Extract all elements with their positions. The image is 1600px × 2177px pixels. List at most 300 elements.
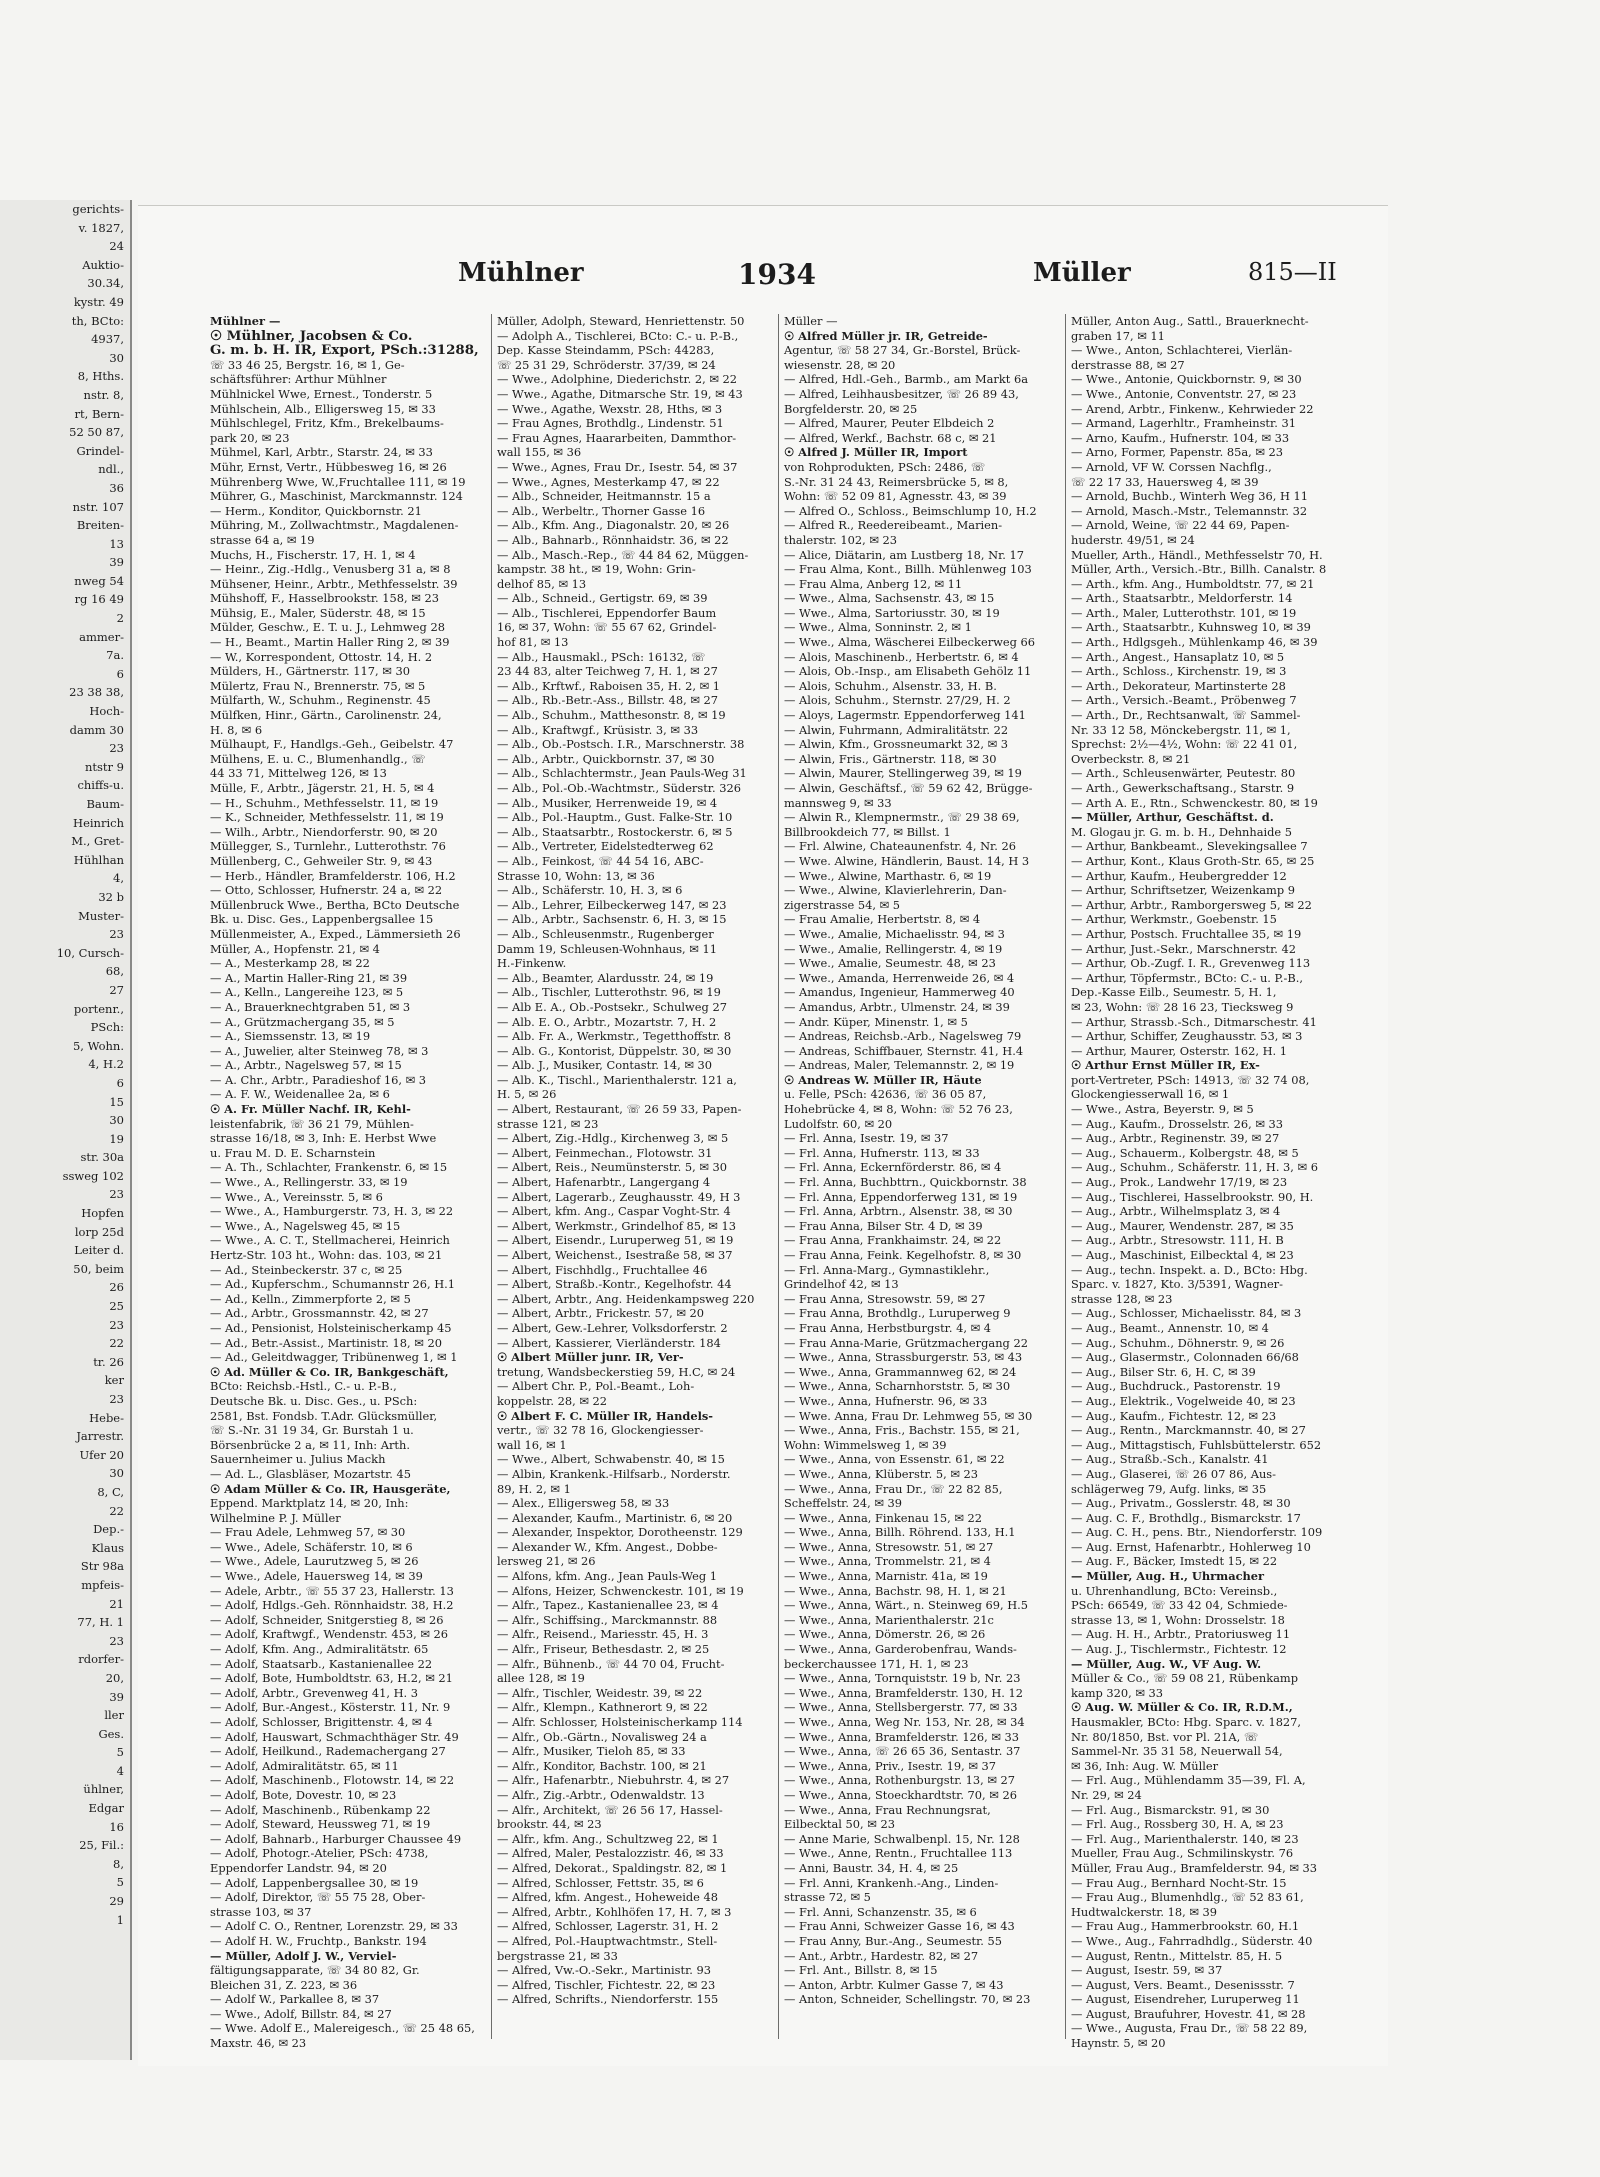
- directory-entry: Damm 19, Schleusen-Wohnhaus, ✉ 11: [497, 941, 717, 956]
- previous-page-fragment: 16: [109, 1819, 124, 1834]
- directory-entry: — Alb., Staatsarbtr., Rostockerstr. 6, ✉ 5: [497, 824, 733, 839]
- previous-page-fragment: 23 38 38,: [69, 685, 124, 700]
- previous-page-fragment: Hebe-: [89, 1410, 124, 1425]
- previous-page-fragment: 19: [109, 1131, 124, 1146]
- directory-entry: — Aug., Buchdruck., Pastorenstr. 19: [1071, 1379, 1281, 1394]
- directory-entry: — Albert, Restaurant, ☏ 26 59 33, Papen-: [497, 1102, 742, 1117]
- directory-entry: — A., Martin Haller-Ring 21, ✉ 39: [210, 970, 408, 985]
- previous-page-fragment: 4: [116, 1763, 124, 1778]
- directory-entry: — Frau Anny, Bur.-Ang., Seumestr. 55: [784, 1933, 1003, 1948]
- directory-entry: — Wwe., Anna, Trommelstr. 21, ✉ 4: [784, 1554, 991, 1569]
- directory-entry: ☉ Ad. Müller & Co. IR, Bankgeschäft,: [210, 1364, 449, 1379]
- directory-entry: ☏ 33 46 25, Bergstr. 16, ✉ 1, Ge-: [210, 357, 405, 372]
- directory-entry: — Arthur, Arbtr., Ramborgersweg 5, ✉ 22: [1071, 897, 1312, 912]
- directory-entry: port-Vertreter, PSch: 14913, ☏ 32 74 08,: [1071, 1072, 1310, 1087]
- previous-page-fragment: Klaus: [91, 1540, 124, 1555]
- previous-page-fragment: rg 16 49: [74, 592, 124, 607]
- directory-entry: — Arend, Arbtr., Finkenw., Kehrwieder 22: [1071, 401, 1314, 416]
- directory-entry: — Aug., Schauerm., Kolbergstr. 48, ✉ 5: [1071, 1145, 1299, 1160]
- directory-entry: — Adolf W., Parkallee 8, ✉ 37: [210, 1992, 380, 2007]
- directory-entry: — Frl. Anni, Krankenh.-Ang., Linden-: [784, 1875, 999, 1890]
- directory-entry: koppelstr. 28, ✉ 22: [497, 1393, 607, 1408]
- directory-entry: Hertz-Str. 103 ht., Wohn: das. 103, ✉ 21: [210, 1248, 443, 1262]
- directory-entry: — Adolf, Bahnarb., Harburger Chaussee 49: [210, 1831, 462, 1846]
- directory-entry: — Alb. E. O., Arbtr., Mozartstr. 7, H. 2: [497, 1014, 717, 1029]
- directory-entry: schlägerweg 79, Aufg. links, ✉ 35: [1071, 1481, 1267, 1496]
- directory-entry: — Albert, kfm. Ang., Caspar Voght-Str. 4: [497, 1204, 731, 1219]
- directory-entry: — Adolf, Kfm. Ang., Admiralitätstr. 65: [210, 1642, 429, 1657]
- directory-entry: — Alfred, Pol.-Hauptwachtmstr., Stell-: [497, 1933, 718, 1948]
- directory-entry: — Frau Agnes, Haararbeiten, Dammthor-: [497, 430, 737, 445]
- directory-entry: — Alwin, Kfm., Grossneumarkt 32, ✉ 3: [784, 737, 1009, 752]
- directory-entry: — Albert, Feinmechan., Flotowstr. 31: [497, 1145, 713, 1160]
- directory-entry: — Wwe., Aug., Fahrradhdlg., Süderstr. 40: [1071, 1933, 1313, 1948]
- directory-entry: — Adolf C. O., Rentner, Lorenzstr. 29, ✉ 33: [210, 1919, 458, 1934]
- directory-entry: — Alb., Pol.-Hauptm., Gust. Falke-Str. 10: [497, 810, 733, 825]
- directory-entry: Eilbecktal 50, ✉ 23: [784, 1817, 895, 1832]
- directory-entry: — Frau Alma, Kont., Billh. Mühlenweg 103: [784, 562, 1032, 577]
- directory-entry: Deutsche Bk. u. Disc. Ges., u. PSch:: [210, 1393, 418, 1408]
- directory-entry: — Albert, Arbtr., Ang. Heidenkampsweg 220: [497, 1291, 755, 1306]
- directory-entry: — Frau Anna, Stresowstr. 59, ✉ 27: [784, 1291, 986, 1306]
- directory-entry: u. Frau M. D. E. Scharnstein: [210, 1145, 376, 1160]
- directory-entry: — August, Eisendreher, Luruperweg 11: [1071, 1992, 1300, 2007]
- directory-entry: — Wwe., Anna, Weg Nr. 153, Nr. 28, ✉ 34: [784, 1715, 1025, 1729]
- previous-page-fragment: Muster-: [78, 908, 124, 923]
- previous-page-fragment: 77, H. 1: [77, 1615, 124, 1630]
- directory-entry: — Alfred, Dekorat., Spaldingstr. 82, ✉ 1: [497, 1860, 728, 1875]
- previous-page-fragment: Dep.-: [93, 1522, 124, 1537]
- previous-page-fragment: damm 30: [69, 722, 124, 737]
- directory-entry: — Aug., Schuhm., Schäferstr. 11, H. 3, ✉ 6: [1071, 1160, 1318, 1175]
- directory-entry: — Wwe., Anna, Dömerstr. 26, ✉ 26: [784, 1627, 986, 1642]
- directory-entry: — Alb., Vertreter, Eidelstedterweg 62: [497, 839, 714, 854]
- directory-entry: schäftsführer: Arthur Mühlner: [210, 372, 387, 387]
- directory-entry: — Alb., Pol.-Ob.-Wachtmstr., Süderstr. 326: [497, 781, 741, 795]
- directory-entry: — Alb. K., Tischl., Marienthalerstr. 121 a,: [497, 1072, 737, 1087]
- directory-entry: — Alb., Schlachtermstr., Jean Pauls-Weg 31: [497, 766, 747, 781]
- directory-entry: — Aug., Kaufm., Drosselstr. 26, ✉ 33: [1071, 1116, 1284, 1131]
- directory-entry: — Aug., Elektrik., Vogelweide 40, ✉ 23: [1071, 1393, 1296, 1408]
- previous-page-fragment: nweg 54: [74, 573, 124, 588]
- directory-entry: — Arth., Angest., Hansaplatz 10, ✉ 5: [1071, 649, 1285, 664]
- directory-entry: — Alfr., kfm. Ang., Schultzweg 22, ✉ 1: [497, 1831, 719, 1846]
- directory-entry: Müller, Adolph, Steward, Henriettenstr. 50: [497, 314, 745, 328]
- directory-entry: — Adele, Arbtr., ☏ 55 37 23, Hallerstr. 13: [210, 1583, 454, 1598]
- directory-entry: — Arth., Maler, Lutterothstr. 101, ✉ 19: [1071, 605, 1297, 620]
- directory-entry: — Alb., Musiker, Herrenweide 19, ✉ 4: [497, 795, 718, 810]
- directory-entry: 2581, Bst. Fondsb. T.Adr. Glücksmüller,: [210, 1408, 438, 1423]
- directory-entry: — Adolf, Schlosser, Brigittenstr. 4, ✉ 4: [210, 1715, 433, 1729]
- directory-entry: — Wwe., Albert, Schwabenstr. 40, ✉ 15: [497, 1452, 725, 1467]
- previous-page-fragment: Ufer 20: [79, 1447, 124, 1462]
- directory-entry: — Wwe., Anna, Billh. Röhrend. 133, H.1: [784, 1525, 1016, 1540]
- directory-entry: Mülders, H., Gärtnerstr. 117, ✉ 30: [210, 664, 410, 679]
- previous-page-fragment: 36: [109, 480, 124, 495]
- directory-entry: Hausmakler, BCto: Hbg. Sparc. v. 1827,: [1071, 1715, 1302, 1729]
- directory-entry: Müller —: [784, 314, 838, 328]
- directory-entry: — Frau Aug., Bernhard Nocht-Str. 15: [1071, 1875, 1287, 1890]
- directory-entry: — Arthur, Just.-Sekr., Marschnerstr. 42: [1071, 941, 1296, 956]
- previous-page-fragment: tr. 26: [93, 1354, 124, 1369]
- directory-entry: — Alb., Ob.-Postsch. I.R., Marschnerstr. 38: [497, 737, 745, 752]
- previous-page-fragment: portenr.,: [73, 1001, 124, 1016]
- directory-entry: — Albert Chr. P., Pol.-Beamt., Loh-: [497, 1379, 695, 1394]
- directory-entry: Mülle, F., Arbtr., Jägerstr. 21, H. 5, ✉ 4: [210, 781, 435, 795]
- directory-entry: — Arnold, Weine, ☏ 22 44 69, Papen-: [1071, 518, 1290, 533]
- directory-entry: — Albin, Krankenk.-Hilfsarb., Norderstr.: [497, 1466, 731, 1481]
- directory-entry: — Wwe., Anna, von Essenstr. 61, ✉ 22: [784, 1452, 1005, 1467]
- directory-entry: — Adolf, Photogr.-Atelier, PSch: 4738,: [210, 1846, 429, 1861]
- previous-page-fragment: ller: [104, 1708, 124, 1723]
- directory-entry: — Arth., Schloss., Kirchenstr. 19, ✉ 3: [1071, 664, 1287, 679]
- directory-entry: Mueller, Frau Aug., Schmilinskystr. 76: [1071, 1846, 1294, 1861]
- directory-entry: — Adolf, Hdlgs.-Geh. Rönnhaidstr. 38, H.2: [210, 1598, 454, 1613]
- directory-entry: — Arthur, Kaufm., Heubergredder 12: [1071, 868, 1287, 883]
- directory-entry: strasse 16/18, ✉ 3, Inh: E. Herbst Wwe: [210, 1131, 437, 1146]
- previous-page-fragment: 4,: [113, 871, 124, 886]
- directory-entry: — Aug. F., Bäcker, Imstedt 15, ✉ 22: [1071, 1554, 1278, 1569]
- directory-entry: — Aug., Glaserei, ☏ 26 07 86, Aus-: [1071, 1466, 1277, 1481]
- directory-entry: Mühshoff, F., Hasselbrookstr. 158, ✉ 23: [210, 591, 439, 606]
- directory-entry: — Adolf, Maschinenb., Flotowstr. 14, ✉ 22: [210, 1773, 455, 1788]
- directory-entry: — Alb., Schäferstr. 10, H. 3, ✉ 6: [497, 883, 683, 898]
- previous-page-fragment: 4937,: [91, 332, 124, 347]
- directory-entry: — Wwe., Anna, Bachstr. 98, H. 1, ✉ 21: [784, 1583, 1007, 1598]
- directory-entry: — Alwin, Fris., Gärtnerstr. 118, ✉ 30: [784, 751, 997, 766]
- directory-entry: — Alexander, Inspektor, Dorotheenstr. 129: [497, 1525, 743, 1540]
- directory-entry: Wilhelmine P. J. Müller: [210, 1510, 341, 1525]
- directory-entry: — Arthur, Schiffer, Zeughausstr. 53, ✉ 3: [1071, 1029, 1303, 1044]
- directory-entry: — Frl. Anni, Schanzenstr. 35, ✉ 6: [784, 1904, 977, 1919]
- directory-entry: — Adolf, Bote, Dovestr. 10, ✉ 23: [210, 1787, 397, 1802]
- directory-entry: — Wwe., A., Nagelsweg 45, ✉ 15: [210, 1218, 401, 1233]
- header-year: 1934: [738, 258, 816, 291]
- directory-entry: — Alfr., Tapez., Kastanienallee 23, ✉ 4: [497, 1598, 719, 1613]
- directory-entry: — Alfred, kfm. Angest., Hoheweide 48: [497, 1890, 719, 1905]
- directory-entry: Hudtwalckerstr. 18, ✉ 39: [1071, 1904, 1218, 1919]
- directory-entry: — Ad., Arbtr., Grossmannstr. 42, ✉ 27: [210, 1306, 429, 1321]
- directory-entry: — Adolf, Admiralitätstr. 65, ✉ 11: [210, 1758, 399, 1773]
- directory-entry: Mueller, Arth., Händl., Methfesselstr 70, H.: [1071, 547, 1323, 562]
- directory-entry: — Wwe., Anna, Marnistr. 41a, ✉ 19: [784, 1569, 988, 1584]
- directory-entry: — Wwe., Adele, Laurutzweg 5, ✉ 26: [210, 1554, 419, 1569]
- directory-entry: — Wwe., Anna, Garderobenfrau, Wands-: [784, 1642, 1017, 1657]
- directory-entry: strasse 121, ✉ 23: [497, 1116, 599, 1131]
- directory-entry: — Frl. Anna, Eckernförderstr. 86, ✉ 4: [784, 1160, 1002, 1175]
- directory-entry: strasse 128, ✉ 23: [1071, 1291, 1173, 1306]
- directory-entry: wall 16, ✉ 1: [497, 1437, 567, 1452]
- previous-page-fragment: str. 30a: [80, 1150, 124, 1165]
- previous-page-fragment: ker: [104, 1373, 124, 1388]
- directory-entry: — A. Th., Schlachter, Frankenstr. 6, ✉ 15: [210, 1160, 448, 1175]
- directory-entry: — Aug., Arbtr., Wilhelmsplatz 3, ✉ 4: [1071, 1204, 1281, 1219]
- directory-entry: — Aug., Maschinist, Eilbecktal 4, ✉ 23: [1071, 1248, 1294, 1262]
- directory-entry: — Aug., Glasermstr., Colonnaden 66/68: [1071, 1350, 1299, 1365]
- previous-page-fragment: 25: [109, 1299, 124, 1314]
- directory-entry: — Alfred, Leihhausbesitzer, ☏ 26 89 43,: [784, 386, 1019, 401]
- directory-entry: Müllenmeister, A., Exped., Lämmersieth 26: [210, 926, 461, 941]
- directory-entry: — Alfr., Reisend., Mariesstr. 45, H. 3: [497, 1627, 709, 1642]
- directory-entry: — Aug., Bilser Str. 6, H. C, ✉ 39: [1071, 1364, 1256, 1379]
- directory-entry: S.-Nr. 31 24 43, Reimersbrücke 5, ✉ 8,: [784, 474, 1009, 489]
- previous-page-fragment: 6: [116, 666, 124, 681]
- directory-entry: zigerstrasse 54, ✉ 5: [784, 897, 900, 912]
- directory-entry: — Frl. Anna, Isestr. 19, ✉ 37: [784, 1131, 949, 1146]
- directory-entry: — Frau Amalie, Herbertstr. 8, ✉ 4: [784, 912, 981, 927]
- directory-column-4: [1071, 314, 1341, 2051]
- directory-entry: — Alfred, Vw.-O.-Sekr., Martinistr. 93: [497, 1963, 711, 1978]
- directory-entry: Mühlner —: [210, 314, 281, 328]
- directory-entry: — Alb., Schleusenmstr., Rugenberger: [497, 926, 714, 941]
- directory-entry: — Wwe., Alwine, Marthastr. 6, ✉ 19: [784, 868, 992, 883]
- directory-entry: — Wwe., Anna, Stoeckhardtstr. 70, ✉ 26: [784, 1787, 1017, 1802]
- directory-entry: — Frl. Anna, Eppendorferweg 131, ✉ 19: [784, 1189, 1018, 1204]
- directory-entry: — Andreas, Schiffbauer, Sternstr. 41, H.4: [784, 1043, 1024, 1058]
- directory-entry: — Aug., Privatm., Gosslerstr. 48, ✉ 30: [1071, 1496, 1291, 1511]
- previous-page-fragment: 22: [109, 1336, 124, 1351]
- directory-entry: — Alwin, Maurer, Stellingerweg 39, ✉ 19: [784, 766, 1022, 781]
- directory-entry: — Ad., Steinbeckerstr. 37 c, ✉ 25: [210, 1262, 403, 1277]
- directory-entry: u. Felle, PSch: 42636, ☏ 36 05 87,: [784, 1087, 987, 1102]
- directory-entry: — Andreas, Maler, Telemannstr. 2, ✉ 19: [784, 1058, 1015, 1073]
- directory-entry: — Adolf, Steward, Heussweg 71, ✉ 19: [210, 1817, 431, 1832]
- directory-entry: — A., Juwelier, alter Steinweg 78, ✉ 3: [210, 1043, 429, 1058]
- directory-entry: — Wwe., Anna, Bramfelderstr. 130, H. 12: [784, 1685, 1023, 1700]
- previous-page-fragment: Hühlhan: [73, 852, 124, 867]
- directory-entry: — Wwe., Amalie, Rellingerstr. 4, ✉ 19: [784, 941, 1003, 956]
- directory-entry: — Alfred, Maler, Pestalozzistr. 46, ✉ 33: [497, 1846, 724, 1861]
- directory-entry: Hohebrücke 4, ✉ 8, Wohn: ☏ 52 76 23,: [784, 1102, 1013, 1117]
- previous-page-fragment: 8,: [113, 1856, 124, 1871]
- directory-entry: — Adolf, Maschinenb., Rübenkamp 22: [210, 1802, 431, 1817]
- directory-entry: Eppendorfer Landstr. 94, ✉ 20: [210, 1860, 387, 1875]
- directory-entry: — Aug. C. H., pens. Btr., Niendorferstr. 109: [1071, 1525, 1323, 1540]
- directory-entry: — Aug., techn. Inspekt. a. D., BCto: Hbg.: [1071, 1262, 1308, 1277]
- directory-entry: — Adolf, Direktor, ☏ 55 75 28, Ober-: [210, 1890, 426, 1905]
- directory-entry: — Adolph A., Tischlerei, BCto: C.- u. P.-B.,: [497, 328, 739, 343]
- directory-entry: thalerstr. 102, ✉ 23: [784, 532, 898, 547]
- directory-entry: Mührenberg Wwe, W.,Fruchtallee 111, ✉ 19: [210, 474, 466, 489]
- previous-page-fragment: kystr. 49: [73, 294, 124, 309]
- directory-entry: — Wwe. Anna, Frau Dr. Lehmweg 55, ✉ 30: [784, 1408, 1033, 1423]
- directory-entry: ☏ 25 31 29, Schröderstr. 37/39, ✉ 24: [497, 357, 716, 372]
- directory-entry: mannsweg 9, ✉ 33: [784, 795, 892, 810]
- directory-entry: lersweg 21, ✉ 26: [497, 1554, 596, 1569]
- directory-entry: Mühring, M., Zollwachtmstr., Magdalenen-: [210, 518, 459, 533]
- previous-page-fragment: 22: [109, 1503, 124, 1518]
- directory-entry: — Alb., Tischler, Lutterothstr. 96, ✉ 19: [497, 985, 721, 1000]
- directory-entry: kampstr. 38 ht., ✉ 19, Wohn: Grin-: [497, 562, 696, 577]
- directory-entry: strasse 103, ✉ 37: [210, 1904, 312, 1919]
- column-divider: [1065, 314, 1066, 2039]
- directory-entry: — August, Isestr. 59, ✉ 37: [1071, 1963, 1223, 1978]
- directory-entry: — Alice, Diätarin, am Lustberg 18, Nr. 17: [784, 547, 1025, 562]
- directory-entry: — Arth., Hdlgsgeh., Mühlenkamp 46, ✉ 39: [1071, 635, 1318, 650]
- previous-page-fragment: 30.34,: [87, 276, 124, 291]
- directory-entry: — Arth., Dr., Rechtsanwalt, ☏ Sammel-: [1071, 708, 1301, 723]
- directory-entry: Müller & Co., ☏ 59 08 21, Rübenkamp: [1071, 1671, 1298, 1686]
- directory-entry: — Alb., Schneider, Heitmannstr. 15 a: [497, 489, 711, 504]
- directory-entry: leistenfabrik, ☏ 36 21 79, Mühlen-: [210, 1116, 414, 1131]
- directory-entry: — Aug. C. F., Brothdlg., Bismarckstr. 17: [1071, 1510, 1301, 1525]
- previous-page-fragment: 68,: [105, 964, 124, 979]
- directory-entry: wiesenstr. 28, ✉ 20: [784, 357, 896, 372]
- previous-page-fragment: nstr. 107: [72, 499, 124, 514]
- directory-entry: Börsenbrücke 2 a, ✉ 11, Inh: Arth.: [210, 1437, 410, 1452]
- directory-entry: — Wwe. Alwine, Händlerin, Baust. 14, H 3: [784, 853, 1030, 868]
- previous-page-fragment: 13: [109, 536, 124, 551]
- directory-entry: — Wwe., Agathe, Wexstr. 28, Hths, ✉ 3: [497, 401, 723, 416]
- directory-entry: — Wwe., Alma, Sachsenstr. 43, ✉ 15: [784, 591, 995, 606]
- directory-entry: — Wwe., Anna, Priv., Isestr. 19, ✉ 37: [784, 1758, 997, 1773]
- directory-entry: — Alfons, kfm. Ang., Jean Pauls-Weg 1: [497, 1569, 717, 1584]
- directory-entry: — Aug., Arbtr., Stresowstr. 111, H. B: [1071, 1233, 1284, 1248]
- previous-page-fragment: 24: [109, 239, 124, 254]
- directory-entry: — Aug. Ernst, Hafenarbtr., Hohlerweg 10: [1071, 1539, 1311, 1554]
- page-number: 815—II: [1248, 258, 1337, 286]
- directory-entry: Mülfken, Hinr., Gärtn., Carolinenstr. 24,: [210, 708, 442, 723]
- directory-entry: — Adolf, Lappenbergsallee 30, ✉ 19: [210, 1875, 419, 1890]
- directory-entry: Mühlschein, Alb., Elligersweg 15, ✉ 33: [210, 401, 436, 416]
- directory-entry: Wohn: Wimmelsweg 1, ✉ 39: [784, 1437, 947, 1452]
- directory-entry: fältigungsapparate, ☏ 34 80 82, Gr.: [210, 1963, 420, 1978]
- directory-entry: — Albert, Straßb.-Kontr., Kegelhofstr. 44: [497, 1277, 732, 1292]
- directory-entry: ☉ Mühlner, Jacobsen & Co.: [210, 327, 413, 344]
- directory-entry: — Alfred, Hdl.-Geh., Barmb., am Markt 6a: [784, 372, 1029, 387]
- directory-entry: tretung, Wandsbeckerstieg 59, H.C, ✉ 24: [497, 1364, 736, 1379]
- previous-page-fragment: 25, Fil.:: [79, 1838, 124, 1853]
- directory-entry: — Alfr., Architekt, ☏ 26 56 17, Hassel-: [497, 1802, 723, 1817]
- directory-entry: Müller, A., Hopfenstr. 21, ✉ 4: [210, 941, 380, 956]
- directory-entry: — Müller, Aug. H., Uhrmacher: [1071, 1569, 1265, 1584]
- directory-entry: — A., Siemssenstr. 13, ✉ 19: [210, 1029, 371, 1044]
- directory-page: [138, 205, 1388, 2066]
- directory-entry: — Alfr., Hafenarbtr., Niebuhrstr. 4, ✉ 27: [497, 1773, 730, 1788]
- directory-entry: — Frau Anna, Frankhaimstr. 24, ✉ 22: [784, 1233, 1002, 1248]
- directory-entry: Sparc. v. 1827, Kto. 3/5391, Wagner-: [1071, 1277, 1283, 1292]
- directory-entry: — Wwe., A., Rellingerstr. 33, ✉ 19: [210, 1175, 408, 1190]
- directory-entry: — A., Brauerknechtgraben 51, ✉ 3: [210, 999, 411, 1014]
- directory-entry: ☉ Albert Müller junr. IR, Ver-: [497, 1350, 684, 1365]
- previous-page-fragment: ühlner,: [83, 1782, 124, 1797]
- directory-entry: — Adolf, Schneider, Snitgerstieg 8, ✉ 26: [210, 1612, 444, 1627]
- directory-entry: — Arthur, Strassb.-Sch., Ditmarschestr. 41: [1071, 1014, 1317, 1029]
- directory-entry: Strasse 10, Wohn: 13, ✉ 36: [497, 868, 655, 883]
- directory-entry: — Ant., Arbtr., Hardestr. 82, ✉ 27: [784, 1948, 979, 1963]
- directory-entry: Nr. 29, ✉ 24: [1071, 1787, 1142, 1802]
- directory-entry: — Herm., Konditor, Quickbornstr. 21: [210, 503, 422, 518]
- previous-page-fragment: 23: [109, 1633, 124, 1648]
- directory-entry: — Frl. Aug., Rossberg 30, H. A, ✉ 23: [1071, 1817, 1284, 1832]
- directory-entry: — Alfred, Arbtr., Kohlhöfen 17, H. 7, ✉ 3: [497, 1904, 732, 1919]
- previous-page-fragment: rdorfer-: [78, 1652, 124, 1667]
- directory-entry: — Wwe., Anna, Finkenau 15, ✉ 22: [784, 1510, 983, 1525]
- directory-entry: — Alfr., Schiffsing., Marckmannstr. 88: [497, 1612, 718, 1627]
- directory-entry: — Wwe., Augusta, Frau Dr., ☏ 58 22 89,: [1071, 2021, 1308, 2036]
- directory-entry: — Alb., Lehrer, Eilbeckerweg 147, ✉ 23: [497, 897, 727, 912]
- previous-page-fragment: 5: [116, 1745, 124, 1760]
- previous-page-fragment: 23: [109, 1317, 124, 1332]
- directory-entry: ☉ Andreas W. Müller IR, Häute: [784, 1072, 982, 1087]
- directory-entry: — Aug., Maurer, Wendenstr. 287, ✉ 35: [1071, 1218, 1294, 1233]
- directory-entry: — Frau Anni, Schweizer Gasse 16, ✉ 43: [784, 1919, 1015, 1934]
- previous-page-fragment: 4, H.2: [88, 1057, 124, 1072]
- previous-page-fragment: Str 98a: [80, 1559, 124, 1574]
- previous-page-fragment: ssweg 102: [62, 1168, 124, 1183]
- directory-entry: ☉ A. Fr. Müller Nachf. IR, Kehl-: [210, 1102, 411, 1117]
- directory-entry: — Wwe., Alwine, Klavierlehrerin, Dan-: [784, 883, 1007, 898]
- directory-entry: — August, Braufuhrer, Hovestr. 41, ✉ 28: [1071, 2006, 1306, 2021]
- directory-entry: — Alfred O., Schloss., Beimschlump 10, H.2: [784, 503, 1037, 518]
- directory-entry: — Arnold, VF W. Corssen Nachflg.,: [1071, 459, 1272, 474]
- directory-entry: — Anni, Baustr. 34, H. 4, ✉ 25: [784, 1860, 959, 1875]
- directory-entry: — Wwe., Antonie, Conventstr. 27, ✉ 23: [1071, 386, 1297, 401]
- directory-entry: — Albert, Gew.-Lehrer, Volksdorferstr. 2: [497, 1320, 728, 1335]
- directory-entry: — Aug., Prok., Landwehr 17/19, ✉ 23: [1071, 1175, 1288, 1190]
- directory-entry: — Frl. Alwine, Chateaunenfstr. 4, Nr. 26: [784, 839, 1016, 854]
- directory-entry: — Alb., Werbeltr., Thorner Gasse 16: [497, 503, 706, 518]
- directory-entry: 16, ✉ 37, Wohn: ☏ 55 67 62, Grindel-: [497, 620, 717, 635]
- previous-page-fragment: 30: [109, 1113, 124, 1128]
- directory-entry: — Arth., Gewerkschaftsang., Starstr. 9: [1071, 781, 1295, 795]
- directory-entry: — Alfr. Schlosser, Holsteinischerkamp 114: [497, 1715, 743, 1729]
- directory-entry: Dep.-Kasse Eilb., Seumestr. 5, H. 1,: [1071, 985, 1277, 1000]
- directory-entry: delhof 85, ✉ 13: [497, 576, 587, 591]
- directory-entry: — Arno, Former, Papenstr. 85a, ✉ 23: [1071, 445, 1284, 460]
- previous-page-fragment: 6: [116, 1075, 124, 1090]
- directory-entry: Mühlschlegel, Fritz, Kfm., Brekelbaums-: [210, 416, 444, 431]
- directory-entry: — Alb., Kfm. Ang., Diagonalstr. 20, ✉ 26: [497, 518, 730, 533]
- directory-entry: — Ad., Kelln., Zimmerpforte 2, ✉ 5: [210, 1291, 411, 1306]
- previous-page-fragment: 23: [109, 1392, 124, 1406]
- directory-entry: — Aug., Schlosser, Michaelisstr. 84, ✉ 3: [1071, 1306, 1302, 1321]
- directory-entry: 23 44 83, alter Teichweg 7, H. 1, ✉ 27: [497, 664, 718, 679]
- directory-entry: ☉ Adam Müller & Co. IR, Hausgeräte,: [210, 1481, 451, 1496]
- directory-entry: Scheffelstr. 24, ✉ 39: [784, 1496, 902, 1511]
- directory-entry: — Alfons, Heizer, Schwenckestr. 101, ✉ 19: [497, 1583, 744, 1598]
- previous-page-fragment: 30: [109, 350, 124, 365]
- directory-entry: — Albert, Zig.-Hdlg., Kirchenweg 3, ✉ 5: [497, 1131, 729, 1146]
- directory-entry: H. 8, ✉ 6: [210, 722, 263, 737]
- directory-entry: Mülertz, Frau N., Brennerstr. 75, ✉ 5: [210, 678, 426, 693]
- previous-page-edge: [0, 200, 132, 2060]
- previous-page-fragment: th, BCto:: [71, 313, 124, 328]
- directory-entry: — Frl. Anna, Arbtrn., Alsenstr. 38, ✉ 30: [784, 1204, 1013, 1219]
- directory-entry: Mühmel, Karl, Arbtr., Starstr. 24, ✉ 33: [210, 445, 433, 460]
- directory-entry: — Wwe., Anna, Strassburgerstr. 53, ✉ 43: [784, 1350, 1023, 1365]
- directory-entry: Mührer, G., Maschinist, Marckmannstr. 124: [210, 489, 463, 504]
- directory-entry: — Wwe., Antonie, Quickbornstr. 9, ✉ 30: [1071, 372, 1302, 387]
- previous-page-fragment: 52 50 87,: [69, 425, 124, 440]
- previous-page-fragment: Breiten-: [76, 518, 124, 533]
- directory-entry: — A. Chr., Arbtr., Paradieshof 16, ✉ 3: [210, 1072, 427, 1087]
- directory-entry: — Frau Anna, Herbstburgstr. 4, ✉ 4: [784, 1320, 991, 1335]
- directory-entry: u. Uhrenhandlung, BCto: Vereinsb.,: [1071, 1583, 1278, 1598]
- previous-page-fragment: rt, Bern-: [74, 406, 124, 421]
- directory-entry: vertr., ☏ 32 78 16, Glockengiesser-: [497, 1423, 704, 1438]
- directory-entry: — Alb., Rb.-Betr.-Ass., Billstr. 48, ✉ 27: [497, 693, 719, 708]
- directory-entry: Borgfelderstr. 20, ✉ 25: [784, 401, 918, 416]
- directory-entry: — Alfred, Maurer, Peuter Elbdeich 2: [784, 416, 995, 431]
- previous-page-fragment: Edgar: [88, 1801, 124, 1816]
- directory-entry: — Arthur, Werkmstr., Goebenstr. 15: [1071, 912, 1277, 927]
- directory-entry: — Alb., Schneid., Gertigstr. 69, ✉ 39: [497, 591, 708, 606]
- directory-entry: — Wwe., Anna, Fris., Bachstr. 155, ✉ 21,: [784, 1423, 1020, 1438]
- directory-entry: Mühlnickel Wwe, Ernest., Tonderstr. 5: [210, 386, 433, 401]
- previous-page-fragment: ammer-: [79, 629, 124, 644]
- directory-entry: — Andreas, Reichsb.-Arb., Nagelsweg 79: [784, 1029, 1022, 1044]
